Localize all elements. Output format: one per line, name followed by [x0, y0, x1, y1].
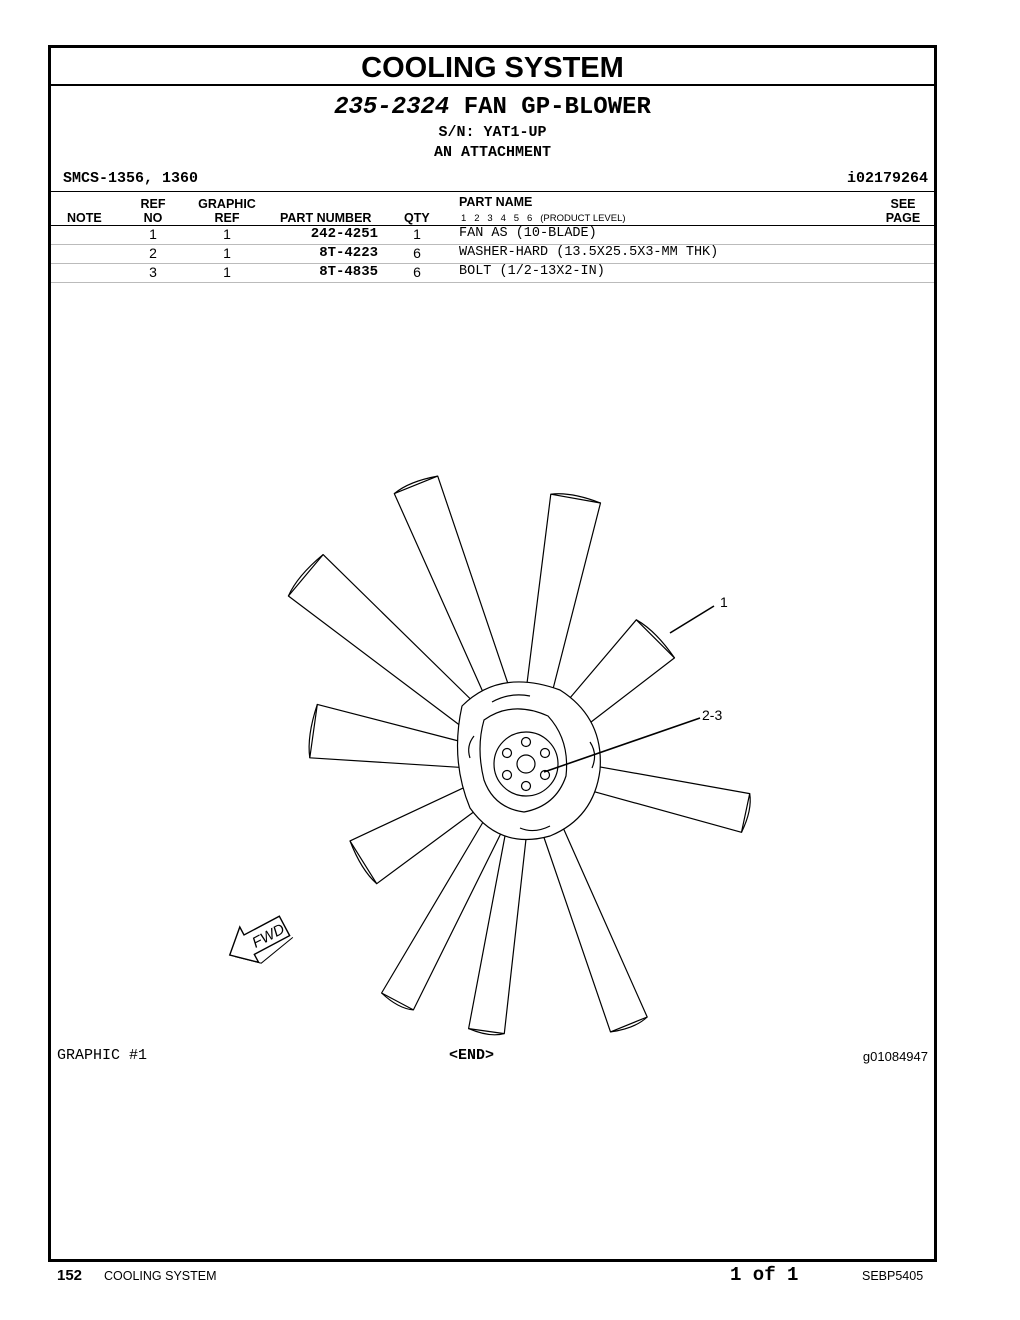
row-part-name: BOLT (1/2-13X2-IN) [459, 264, 605, 279]
col-product-levels: 1 2 3 4 5 6 (PRODUCT LEVEL) [461, 213, 626, 224]
fwd-arrow [220, 907, 296, 974]
row-part-number: 8T-4835 [319, 264, 378, 280]
row-part-name: FAN AS (10-BLADE) [459, 226, 597, 241]
col-ref-top: REF [140, 197, 166, 211]
row-qty: 6 [413, 245, 421, 261]
end-marker: <END> [449, 1047, 495, 1064]
fan-blade [539, 814, 648, 1032]
graphic-label: GRAPHIC #1 [57, 1047, 148, 1064]
group-part-name: FAN GP-BLOWER [463, 94, 651, 121]
row-qty: 1 [413, 226, 421, 242]
callout-2-3: 2-3 [702, 707, 723, 723]
col-graphic-bottom: REF [214, 211, 240, 225]
footer-doc-id: SEBP5405 [862, 1269, 924, 1283]
page-title: COOLING SYSTEM [51, 48, 934, 86]
fwd-label: FWD [249, 920, 288, 952]
col-see-bottom: PAGE [885, 211, 921, 225]
col-part-name: PART NAME [459, 195, 533, 209]
row-ref: 3 [149, 264, 157, 280]
col-part-number: PART NUMBER [280, 211, 372, 225]
serial-range: S/N: YAT1-UP [438, 124, 547, 141]
col-see-top: SEE [890, 197, 916, 211]
col-qty: QTY [404, 211, 430, 225]
row-part-name: WASHER-HARD (13.5X25.5X3-MM THK) [459, 245, 719, 260]
col-graphic-top: GRAPHIC [198, 197, 256, 211]
row-ref: 2 [149, 245, 157, 261]
col-ref-bottom: NO [143, 211, 163, 225]
col-note: NOTE [67, 211, 102, 225]
attachment-type: AN ATTACHMENT [433, 144, 552, 161]
row-part-number: 242-4251 [310, 226, 378, 242]
graphic-id: g01084947 [862, 1049, 928, 1064]
row-qty: 6 [413, 264, 421, 280]
footer-page-of: 1 of 1 [730, 1264, 799, 1286]
footer-section: COOLING SYSTEM [104, 1269, 217, 1283]
callout-1: 1 [720, 594, 728, 610]
row-graphic: 1 [223, 226, 231, 242]
info-id: i02179264 [846, 170, 928, 187]
row-part-number: 8T-4223 [319, 245, 378, 261]
footer-page-number: 152 [57, 1267, 83, 1284]
smcs-code: SMCS-1356, 1360 [63, 170, 199, 187]
row-ref: 1 [149, 226, 157, 242]
row-graphic: 1 [223, 264, 231, 280]
fan-blade [580, 764, 750, 832]
group-part-number: 235-2324 [334, 94, 450, 121]
row-graphic: 1 [223, 245, 231, 261]
